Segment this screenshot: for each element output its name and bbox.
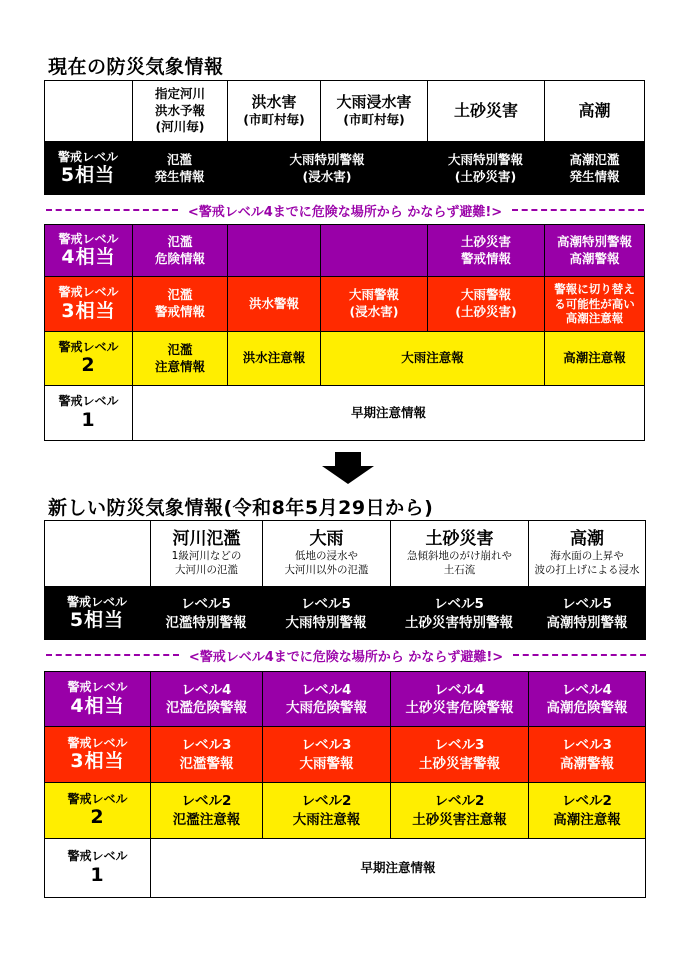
cell-text: (土砂災害) [454,168,517,184]
band-message: <警戒レベル4までに危険な場所から かならず避難!> [188,649,504,665]
current-l4-inundation-empty [320,224,428,277]
current-level5-label [44,142,133,195]
new-l2-river [150,782,263,839]
header-text: 高潮 [570,529,604,550]
current-l4-storm-surge [544,224,645,277]
cell-text: 氾濫注意報 [172,811,241,828]
new-header-storm-surge [528,520,646,587]
current-l3-river [132,276,228,332]
header-text: 洪水害 [251,93,297,112]
new-header-landslide [390,520,529,587]
cell-text: 土砂災害危険警報 [405,700,514,716]
new-l4-storm-surge [528,671,646,727]
level-tag: レベル3 [301,737,352,754]
cell-text: 高潮特別警報 [546,614,628,631]
level-number: 1 [81,408,96,431]
current-l4-flood-empty [227,224,321,277]
cell-text: 大雨注意報 [401,350,464,366]
header-text: 高潮 [578,101,611,120]
cell-text: (浸水害) [302,168,352,184]
header-text: 河川氾濫 [172,529,241,550]
current-l4-river [132,224,228,277]
cell-text: 大雨警報 [299,755,354,772]
cell-text: 氾濫 [167,341,193,357]
cell-text: 大雨特別警報 [447,151,523,167]
cell-text: 大雨特別警報 [285,614,367,631]
header-text: 土砂災害 [425,529,494,550]
header-text: 洪水予報 [154,102,205,118]
new-evacuation-band [46,645,646,665]
cell-text: 土砂災害 [460,233,511,249]
level-tag: レベル5 [434,596,484,613]
level-label: 警戒レベル [57,149,118,164]
cell-text: 大雨警報 [460,287,511,303]
header-sub: 海水面の上昇や [550,550,624,563]
header-text: 土砂災害 [453,101,518,120]
header-inundation [320,80,428,142]
cell-text: 大雨特別警報 [289,151,365,167]
header-sub: 急傾斜地のがけ崩れや [407,550,512,563]
new-l5-river [150,587,263,640]
header-sub: 大河川以外の氾濫 [284,564,369,577]
header-sub: 低地の浸水や [295,550,358,563]
new-l4-rain [262,671,391,727]
level-number: 5相当 [60,164,116,187]
header-landslide [427,80,545,142]
cell-text: 早期注意情報 [360,859,436,875]
band-dash [513,654,646,656]
level-tag: レベル5 [562,596,612,613]
current-evacuation-band [46,200,644,220]
level-number: 4相当 [61,246,116,269]
header-sub: 大河川の氾濫 [175,564,238,577]
cell-text: (土砂災害) [455,304,517,319]
level-label: 警戒レベル [67,680,128,695]
down-arrow-icon [318,452,378,484]
new-l4-river [150,671,263,727]
level-number: 3相当 [61,299,116,322]
level-number: 2 [81,354,96,377]
level-label: 警戒レベル [58,339,119,354]
header-sub: 土石流 [443,564,476,577]
cell-text: 大雨危険警報 [286,700,367,716]
header-designated-river [132,80,228,142]
current-l2-rain [320,331,545,386]
current-level3-label [44,276,133,332]
cell-text: 発生情報 [569,168,620,184]
current-l4-landslide [427,224,545,277]
cell-text: 注意情報 [154,358,205,374]
new-l2-storm-surge [528,782,646,839]
cell-text: る可能性が高い [554,296,635,311]
cell-text: 発生情報 [154,168,205,184]
cell-text: 早期注意情報 [350,404,426,420]
level-tag: レベル3 [562,737,612,754]
cell-text: 氾濫 [167,233,193,249]
current-l3-storm-surge [544,276,645,332]
new-header-blank [44,520,151,587]
header-flood [227,80,321,142]
level-label: 警戒レベル [67,849,128,864]
cell-text: 警戒情報 [154,304,205,319]
current-l1-text [132,385,645,441]
header-sub: (市町村毎) [243,111,305,127]
new-l3-landslide [390,726,529,783]
new-level2-label [44,782,151,839]
header-blank [44,80,133,142]
level-label: 警戒レベル [66,594,127,609]
current-l3-landslide [427,276,545,332]
new-level4-label [44,671,151,727]
level-tag: レベル3 [181,737,232,754]
cell-text: 氾濫 [167,287,193,303]
current-l5-storm-surge [544,142,645,195]
current-l5-rain [227,142,428,195]
cell-text: 警報に切り替え [554,281,635,296]
cell-text: 氾濫警報 [179,755,234,772]
new-title: 新しい防災気象情報(令和8年5月29日から) [48,497,434,519]
current-l2-storm-surge [544,331,645,386]
current-l5-river [132,142,228,195]
level-label: 警戒レベル [58,394,119,409]
current-level1-label [44,385,133,441]
level-number: 4相当 [70,694,125,717]
new-header-river [150,520,263,587]
level-number: 3相当 [70,750,125,773]
cell-text: 洪水警報 [248,295,299,311]
level-tag: レベル2 [562,793,612,810]
band-message: <警戒レベル4までに危険な場所から かならず避難!> [187,204,503,220]
cell-text: 氾濫危険警報 [166,700,247,716]
new-l5-rain [262,587,391,640]
level-label: 警戒レベル [67,791,128,806]
cell-text: 洪水注意報 [242,350,306,366]
level-number: 1 [90,863,105,886]
new-l4-landslide [390,671,529,727]
level-label: 警戒レベル [58,285,119,300]
cell-text: 高潮危険警報 [546,700,628,716]
header-text: 大雨浸水害 [336,93,412,112]
new-l2-landslide [390,782,529,839]
level-number: 5相当 [69,609,125,632]
current-l2-river [132,331,228,386]
cell-text: 高潮注意報 [553,811,621,828]
new-l1-text [150,838,646,898]
header-text: (河川毎) [155,119,205,135]
level-label: 警戒レベル [67,735,128,750]
level-tag: レベル5 [301,596,351,613]
cell-text: 高潮警報 [560,755,614,772]
header-text: 指定河川 [154,85,205,101]
current-level4-label [44,224,133,277]
new-l3-storm-surge [528,726,646,783]
cell-text: (浸水害) [349,304,399,319]
cell-text: 高潮特別警報 [556,233,632,249]
level-tag: レベル3 [434,737,485,754]
band-dash [46,654,179,656]
current-l3-inundation [320,276,428,332]
level-tag: レベル4 [434,681,485,698]
level-tag: レベル2 [181,793,232,810]
level-tag: レベル5 [181,596,231,613]
header-sub: 1級河川などの [171,550,242,563]
cell-text: 大雨注意報 [292,811,361,828]
cell-text: 警戒情報 [460,250,511,266]
new-header-rain [262,520,391,587]
current-l2-flood [227,331,321,386]
new-level5-label [44,587,151,640]
header-sub: (市町村毎) [343,111,405,127]
level-tag: レベル4 [562,681,612,698]
new-l3-river [150,726,263,783]
header-storm-surge [544,80,645,142]
cell-text: 高潮警報 [569,250,620,266]
level-tag: レベル2 [301,793,352,810]
header-text: 大雨 [309,529,344,550]
cell-text: 土砂災害特別警報 [405,614,513,631]
new-level1-label [44,838,151,898]
new-l3-rain [262,726,391,783]
cell-text: 高潮注意報 [563,350,626,366]
cell-text: 氾濫特別警報 [165,614,247,631]
band-dash [46,209,178,211]
header-sub: 波の打上げによる浸水 [534,564,640,577]
current-l3-flood [227,276,321,332]
level-tag: レベル4 [181,681,232,698]
new-l5-landslide [390,587,529,640]
level-tag: レベル2 [434,793,485,810]
cell-text: 土砂災害注意報 [412,811,507,828]
cell-text: 高潮注意報 [565,311,624,326]
cell-text: 大雨警報 [348,287,399,303]
new-l5-storm-surge [528,587,646,640]
new-level3-label [44,726,151,783]
band-dash [512,209,644,211]
current-title: 現在の防災気象情報 [48,56,224,78]
new-l2-rain [262,782,391,839]
cell-text: 氾濫 [166,151,192,167]
level-number: 2 [90,806,105,829]
level-tag: レベル4 [301,681,352,698]
cell-text: 高潮氾濫 [569,151,620,167]
current-level2-label [44,331,133,386]
cell-text: 土砂災害警報 [419,755,500,772]
cell-text: 危険情報 [154,250,205,266]
current-l5-landslide [427,142,545,195]
level-label: 警戒レベル [58,231,119,246]
